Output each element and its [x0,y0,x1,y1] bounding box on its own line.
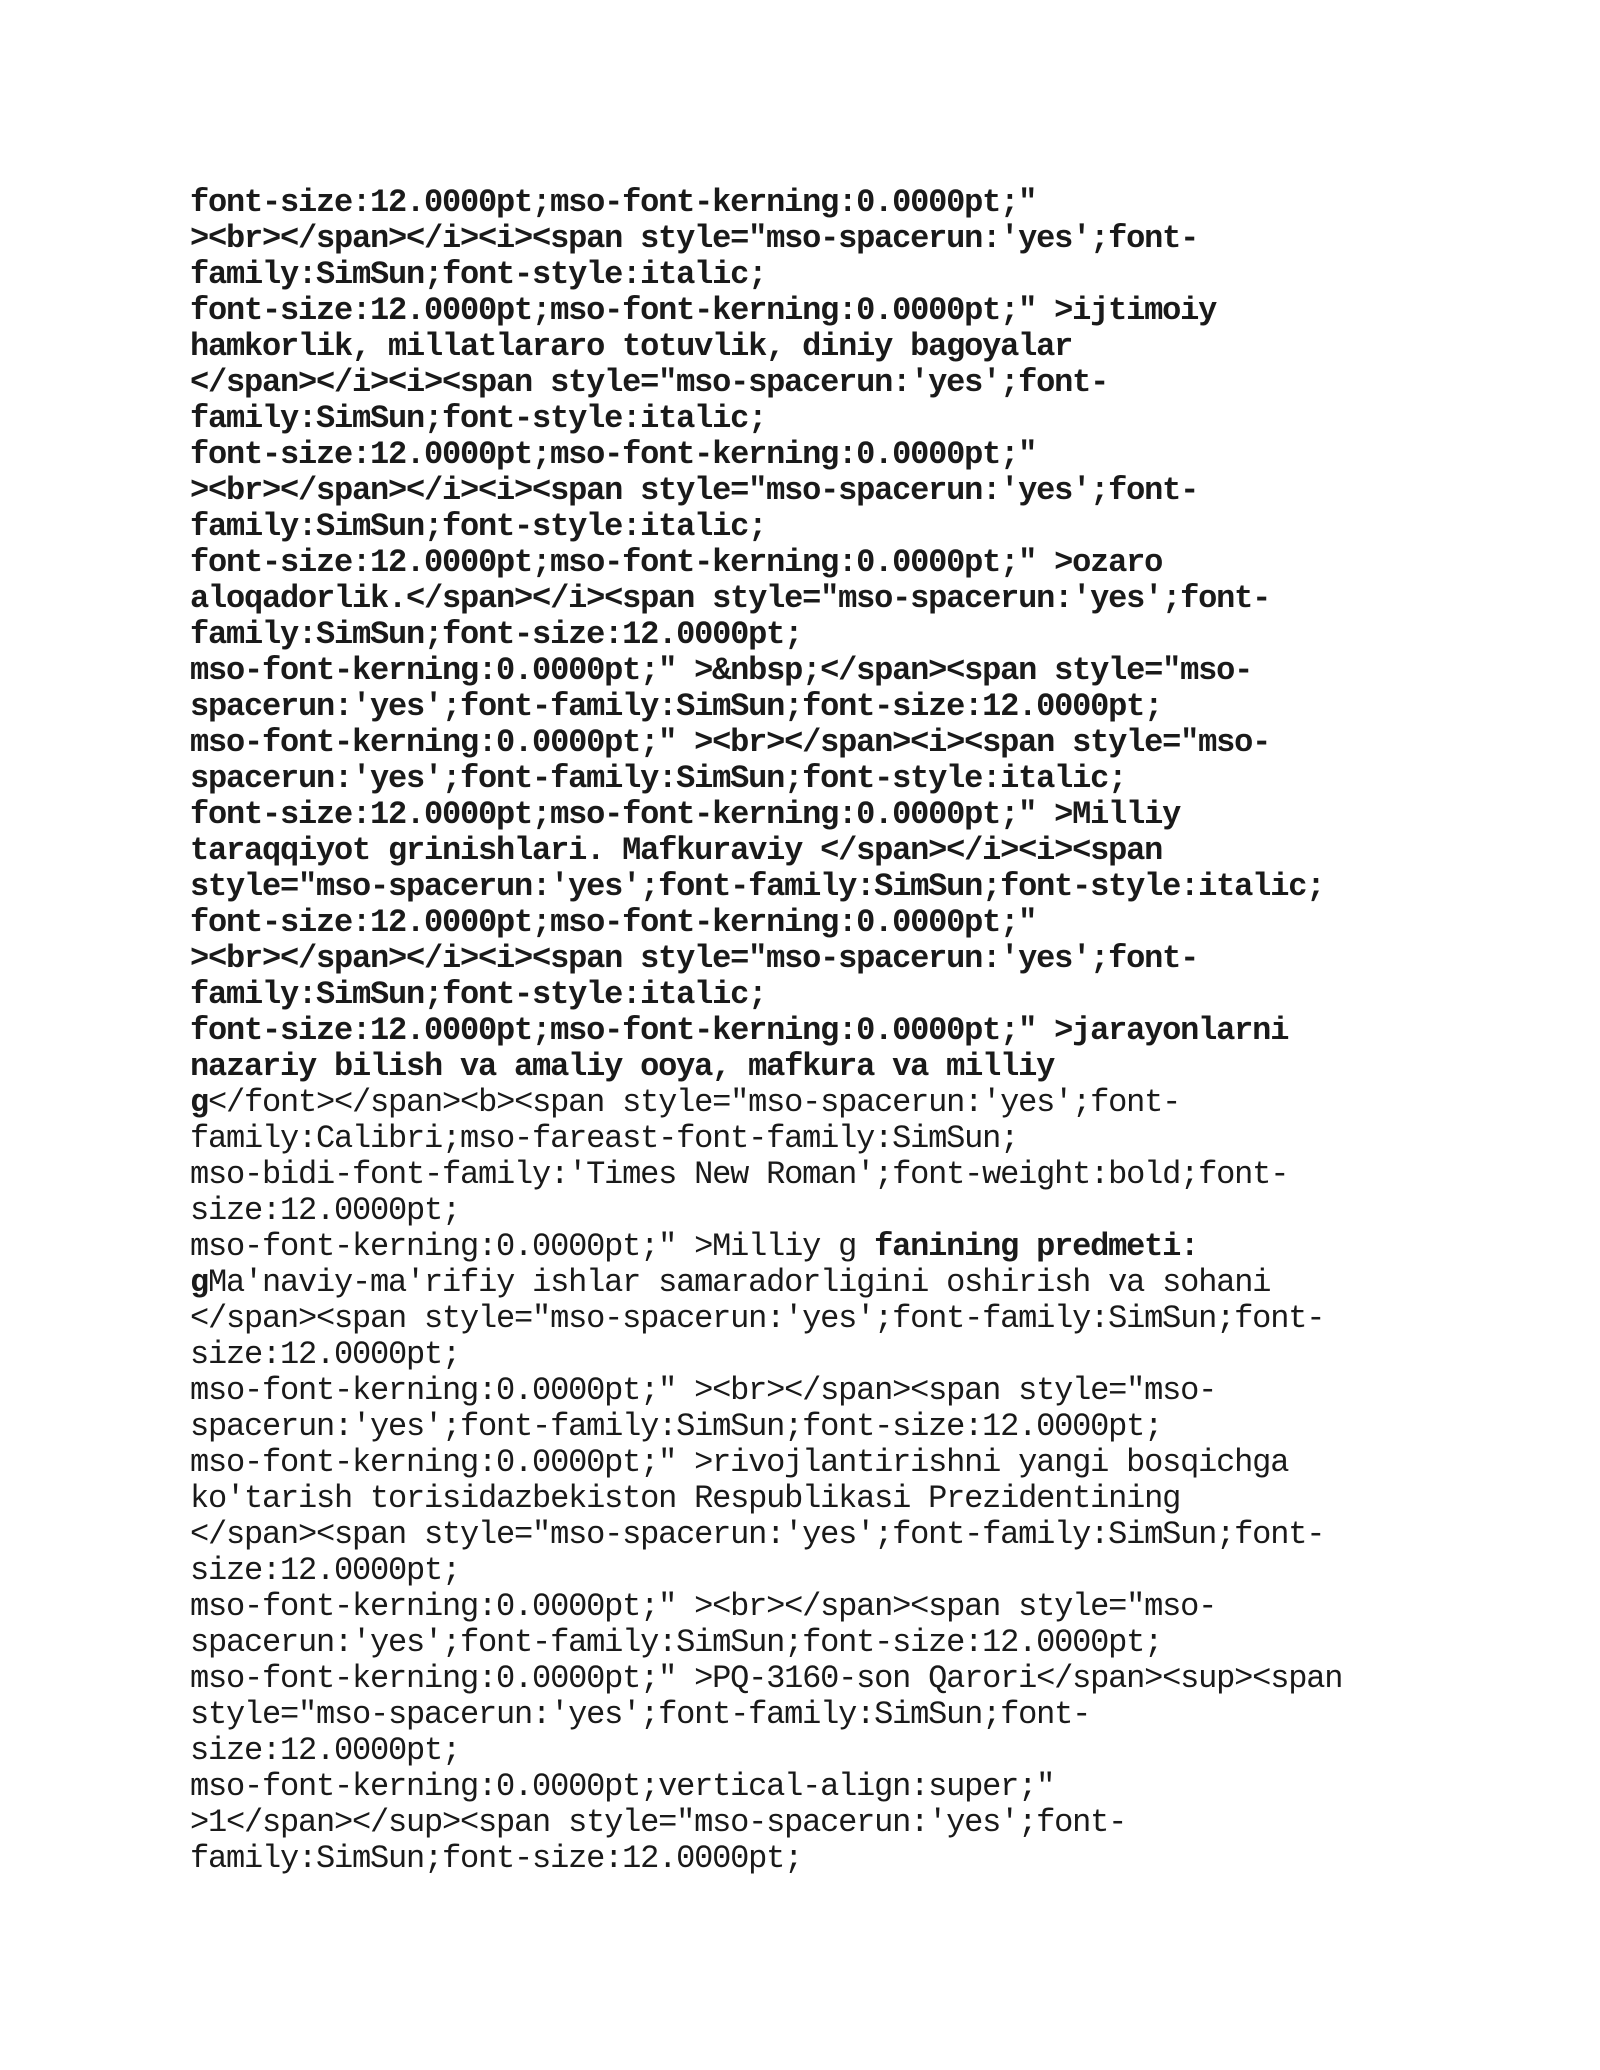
bold-text-segment: nazariy bilish va amaliy ooya, mafkura va milliy [190,1048,1055,1085]
text-segment: </span><span style="mso-spacerun:'yes';font-family:SimSun;font- [190,1516,1325,1553]
text-line [190,905,1430,941]
text-segment: size:12.0000pt; [190,1732,461,1769]
text-line [190,437,1430,473]
text-line [190,1373,1430,1409]
text-line [190,185,1430,221]
text-line [190,1589,1430,1625]
text-segment: >1</span></sup><span style="mso-spacerun:'yes';font- [190,1804,1127,1841]
text-line [190,1733,1430,1769]
bold-text-segment: font-size:12.0000pt;mso-font-kerning:0.0000pt;" >ijtimoiy [190,292,1217,329]
text-segment: mso-font-kerning:0.0000pt;" >Milliy g [190,1228,875,1265]
bold-text-segment: g [190,1084,209,1121]
text-line [190,653,1430,689]
text-line [190,869,1430,905]
text-segment: style="mso-spacerun:'yes';font-family:SimSun;font- [190,1696,1091,1733]
text-line [190,545,1430,581]
bold-text-segment: family:SimSun;font-size:12.0000pt; [190,616,803,653]
text-line [190,725,1430,761]
text-line [190,689,1430,725]
bold-text-segment: font-size:12.0000pt;mso-font-kerning:0.0000pt;" >jarayonlarni [190,1012,1289,1049]
text-line [190,1661,1430,1697]
text-line [190,581,1430,617]
text-line [190,1409,1430,1445]
bold-text-segment: spacerun:'yes';font-family:SimSun;font-size:12.0000pt; [190,688,1163,725]
bold-text-segment: family:SimSun;font-style:italic; [190,976,767,1013]
text-segment: family:SimSun;font-size:12.0000pt; [190,1840,803,1877]
bold-text-segment: family:SimSun;font-style:italic; [190,508,767,545]
bold-text-segment: taraqqiyot grinishlari. Mafkuraviy </span></i><i><span [190,832,1163,869]
text-line [190,1121,1430,1157]
text-line [190,1481,1430,1517]
text-line [190,1193,1430,1229]
bold-text-segment: ><br></span></i><i><span style="mso-spacerun:'yes';font- [190,220,1199,257]
text-line [190,1445,1430,1481]
text-segment: ko'tarish torisidazbekiston Respublikasi Prezidentining [190,1480,1181,1517]
text-segment: mso-font-kerning:0.0000pt;" ><br></span><span style="mso- [190,1372,1217,1409]
bold-text-segment: font-size:12.0000pt;mso-font-kerning:0.0000pt;" >Milliy [190,796,1181,833]
text-segment: mso-font-kerning:0.0000pt;" >rivojlantirishni yangi bosqichga [190,1444,1289,1481]
text-line [190,1085,1430,1121]
bold-text-segment: spacerun:'yes';font-family:SimSun;font-style:italic; [190,760,1127,797]
text-segment: </font></span><b><span style="mso-spacerun:'yes';font- [208,1084,1181,1121]
text-segment: size:12.0000pt; [190,1336,461,1373]
text-line [190,761,1430,797]
text-line [190,1229,1430,1265]
text-line [190,401,1430,437]
bold-text-segment: font-size:12.0000pt;mso-font-kerning:0.0000pt;" >ozaro [190,544,1163,581]
text-line [190,1265,1430,1301]
bold-text-segment: aloqadorlik.</span></i><span style="mso-spacerun:'yes';font- [190,580,1271,617]
bold-text-segment: </span></i><i><span style="mso-spacerun:'yes';font- [190,364,1109,401]
text-line [190,473,1430,509]
text-line [190,1301,1430,1337]
bold-text-segment: family:SimSun;font-style:italic; [190,400,767,437]
bold-text-segment: ><br></span></i><i><span style="mso-spacerun:'yes';font- [190,940,1199,977]
bold-text-segment: font-size:12.0000pt;mso-font-kerning:0.0000pt;" [190,904,1037,941]
text-segment: size:12.0000pt; [190,1552,461,1589]
bold-text-segment: family:SimSun;font-style:italic; [190,256,767,293]
text-segment: mso-font-kerning:0.0000pt;" ><br></span><span style="mso- [190,1588,1217,1625]
bold-text-segment: font-size:12.0000pt;mso-font-kerning:0.0000pt;" [190,184,1037,221]
text-line [190,1697,1430,1733]
text-line [190,1337,1430,1373]
text-line [190,941,1430,977]
text-segment: Ma'naviy-ma'rifiy ishlar samaradorligini oshirish va sohani [208,1264,1271,1301]
bold-text-segment: mso-font-kerning:0.0000pt;" >&nbsp;</span><span style="mso- [190,652,1253,689]
bold-text-segment: fanining predmeti: [874,1228,1199,1265]
text-line [190,365,1430,401]
text-segment: </span><span style="mso-spacerun:'yes';font-family:SimSun;font- [190,1300,1325,1337]
text-line [190,797,1430,833]
text-line [190,257,1430,293]
text-line [190,1769,1430,1805]
bold-text-segment: hamkorlik, millatlararo totuvlik, diniy bagoyalar [190,328,1073,365]
text-segment: mso-bidi-font-family:'Times New Roman';font-weight:bold;font- [190,1156,1289,1193]
bold-text-segment: mso-font-kerning:0.0000pt;" ><br></span><i><span style="mso- [190,724,1271,761]
text-line [190,1805,1430,1841]
text-line [190,833,1430,869]
text-line [190,509,1430,545]
text-segment: spacerun:'yes';font-family:SimSun;font-size:12.0000pt; [190,1624,1163,1661]
text-line [190,1049,1430,1085]
text-line [190,221,1430,257]
text-line [190,1625,1430,1661]
text-line [190,329,1430,365]
text-line [190,1157,1430,1193]
bold-text-segment: font-size:12.0000pt;mso-font-kerning:0.0000pt;" [190,436,1037,473]
text-segment: spacerun:'yes';font-family:SimSun;font-size:12.0000pt; [190,1408,1163,1445]
text-line [190,617,1430,653]
text-line [190,1517,1430,1553]
document-text [190,185,1430,1877]
text-segment: size:12.0000pt; [190,1192,461,1229]
text-line [190,1013,1430,1049]
text-segment: mso-font-kerning:0.0000pt;vertical-align:super;" [190,1768,1055,1805]
bold-text-segment: ><br></span></i><i><span style="mso-spacerun:'yes';font- [190,472,1199,509]
text-segment: mso-font-kerning:0.0000pt;" >PQ-3160-son Qarori</span><sup><span [190,1660,1343,1697]
bold-text-segment: g [190,1264,209,1301]
text-line [190,293,1430,329]
text-line [190,977,1430,1013]
text-line [190,1841,1430,1877]
text-segment: family:Calibri;mso-fareast-font-family:SimSun; [190,1120,1019,1157]
bold-text-segment: style="mso-spacerun:'yes';font-family:SimSun;font-style:italic; [190,868,1325,905]
text-line [190,1553,1430,1589]
